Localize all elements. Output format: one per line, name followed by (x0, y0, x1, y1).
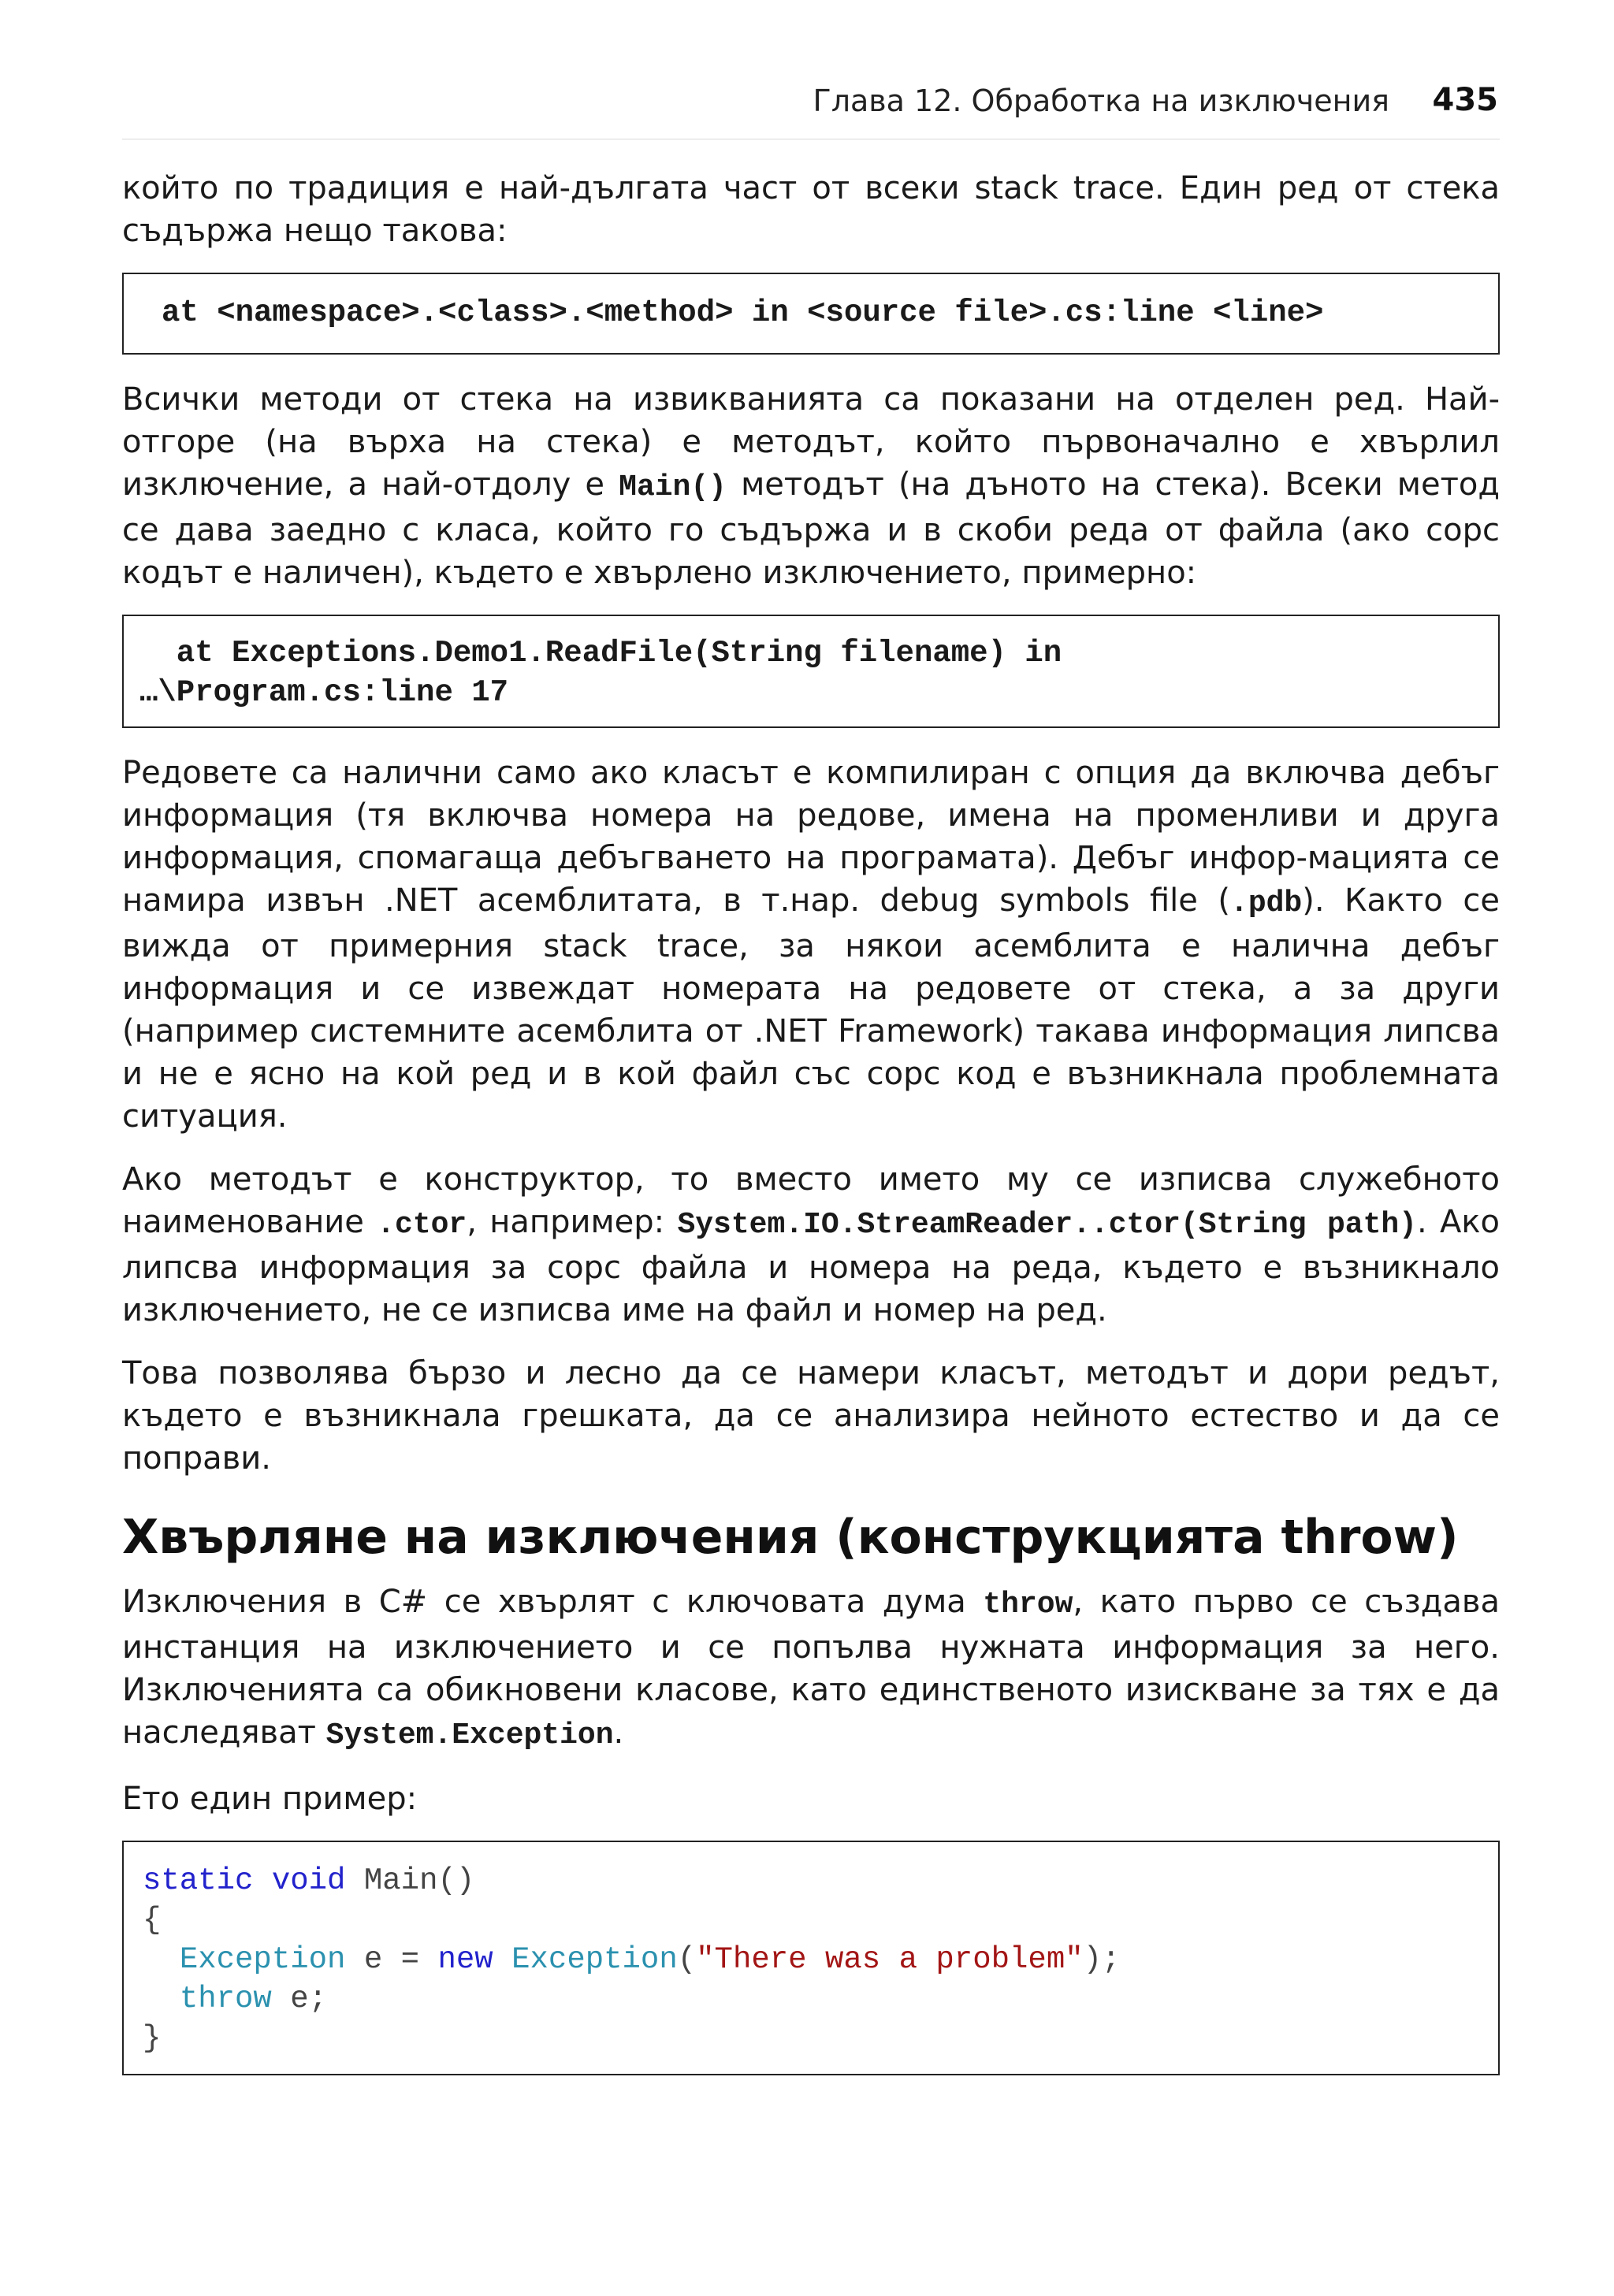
text: Всички методи от стека на извикванията са показани на отделен ред. Най-отгоре (на върха на стека) е методът, който първоначално е хвърлил изключение, а най-отдолу е (122, 381, 1500, 503)
code-text: ); (1083, 1942, 1121, 1977)
chapter-title: Глава 12. Обработка на изключения (813, 84, 1389, 118)
section-heading: Хвърляне на изключения (конструкцията throw) (122, 1510, 1459, 1565)
page-header (122, 82, 1500, 139)
text: ). Както се вижда от примерния stack trace, за някои асемблита е налична дебъг информация и се извеждат номерата на редовете от стека, а за други (например системните асемблита от .NET Framework) такава информация липсва и не е ясно на кой ред и в кой файл със сорс код е възникнала проблемната ситуация. (122, 882, 1501, 1135)
code-line: } (143, 2021, 162, 2056)
code-block-stack-line-format (122, 273, 1500, 355)
inline-code: System.IO.StreamReader..ctor(String path) (677, 1208, 1417, 1242)
keyword: new (437, 1942, 493, 1977)
code-text: ( (677, 1942, 697, 1977)
code-text: Main() (345, 1863, 475, 1898)
inline-code: System.Exception (325, 1718, 614, 1752)
text: методът (на дъното на стека). Всеки метод се дава заедно с класа, който го съдържа и в скоби реда от файла (ако сорс кодът е наличен), където е хвърлено изключението, примерно: (122, 466, 1501, 591)
inline-code: throw (983, 1588, 1073, 1622)
text: Изключения в C# се хвърлят с ключовата дума (122, 1584, 984, 1620)
keyword: throw (179, 1982, 272, 2016)
code-block-stack-example (122, 615, 1500, 728)
code-line: at Exceptions.Demo1.ReadFile(String filename) in (139, 636, 1062, 671)
code-text: e; (271, 1982, 328, 2016)
text: Ако методът е конструктор, то вместо името му се изписва служебното наименование (122, 1161, 1500, 1240)
paragraph-2 (122, 378, 1500, 594)
paragraph-5: Това позволява бързо и лесно да се намери класът, методът и дори редът, където е възникнала грешката, да се анализира нейното естество и да се поправи. (122, 1355, 1500, 1477)
inline-code: .ctor (377, 1208, 467, 1242)
paragraph-7: Ето един пример: (122, 1781, 418, 1817)
type-name: Exception (511, 1942, 678, 1977)
book-page (122, 0, 1500, 2296)
code-line (143, 1940, 1482, 1979)
text: , като първо се създава инстанция на изключението и се попълва нужната информация за него. Изключенията са обикновени класове, като единственото изискване за тях е да наследяват (122, 1584, 1501, 1751)
type-name: Exception (179, 1942, 346, 1977)
code-line (143, 1979, 1482, 2019)
paragraph-3 (122, 752, 1500, 1138)
text: . Ако липсва информация за сорс файла и номера на реда, където е възникнало изключението, не се изписва име на файл и номер на ред. (122, 1204, 1500, 1328)
paragraph-1: който по традиция е най-дългата част от всеки stack trace. Един ред от стека съдържа нещо такова: (122, 170, 1500, 249)
text: , например: (467, 1204, 678, 1240)
code-line (143, 1861, 1482, 1900)
string-literal: "There was a problem" (696, 1942, 1084, 1977)
page-number: 435 (1432, 82, 1498, 118)
text: Редовете са налични само ако класът е компилиран с опция да включва дебъг информация (тя включва номера на редове, имена на променливи и друга информация, спомагаща дебъгването на програмата). Дебъг инфор-мацията се намира извън .NET асемблитата, в т.нар. debug symbols file ( (122, 755, 1500, 919)
keyword: static void (143, 1863, 346, 1898)
paragraph-4 (122, 1158, 1500, 1332)
inline-code: Main() (619, 470, 727, 504)
code-line: { (143, 1903, 162, 1937)
page-content (122, 167, 1500, 2099)
code-line: at <namespace>.<class>.<method> in <source file>.cs:line <line> (162, 295, 1324, 330)
text: . (613, 1715, 624, 1751)
inline-code: .pdb (1230, 886, 1303, 920)
code-block-throw-example (122, 1841, 1500, 2075)
paragraph-6 (122, 1581, 1500, 1757)
code-text: e = (345, 1942, 438, 1977)
code-line: …\Program.cs:line 17 (139, 675, 509, 710)
